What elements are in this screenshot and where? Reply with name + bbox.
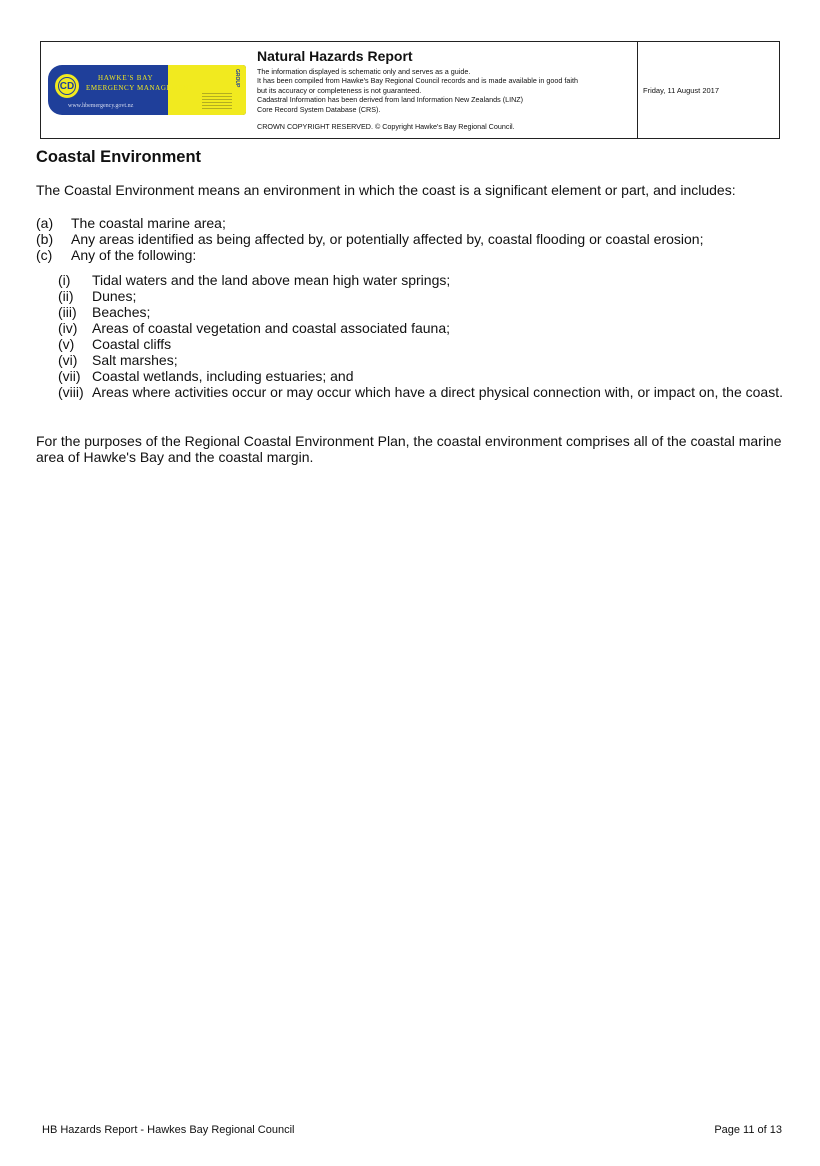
sub-item-label: (iv) [58, 320, 78, 336]
list-item-text: Any areas identified as being affected by, or potentially affected by, coastal flooding or coastal erosion; [71, 231, 704, 247]
sub-item-text: Beaches; [92, 304, 151, 320]
sub-item-text: Areas where activities occur or may occur which have a direct physical connection with, or impact on, the coast. [92, 384, 783, 400]
sub-item-label: (iii) [58, 304, 77, 320]
civil-defence-icon [53, 72, 81, 100]
logo-url: www.hbemergency.govt.nz [68, 103, 134, 109]
disclaimer-line: The information displayed is schematic only and serves as a guide. [257, 67, 471, 76]
disclaimer-line: Cadastral Information has been derived from land Information New Zealands (LINZ) [257, 95, 524, 105]
hawkes-bay-emergency-management-logo [48, 65, 246, 115]
copyright-notice: CROWN COPYRIGHT RESERVED. © Copyright Hawke's Bay Regional Council. [257, 122, 515, 131]
report-date [638, 42, 779, 138]
footer-report-name: HB Hazards Report - Hawkes Bay Regional Council [42, 1124, 295, 1136]
sub-item-label: (v) [58, 336, 75, 352]
list-item-text: Any of the following: [71, 247, 197, 263]
sub-item-label: (vii) [58, 368, 81, 384]
list-item-label: (a) [36, 215, 54, 231]
disclaimer-line: but its accuracy or completeness is not guaranteed. [257, 85, 422, 95]
header-text-cell [253, 42, 638, 138]
disclaimer-line: Core Record System Database (CRS). [257, 104, 381, 114]
section-title: Coastal Environment [36, 148, 202, 166]
sub-item-text: Coastal cliffs [92, 336, 172, 352]
sub-item-label: (vi) [58, 352, 78, 368]
disclaimer-line: It has been compiled from Hawke's Bay Regional Council records and is made available in good faith [257, 76, 578, 86]
report-date-text: Friday, 11 August 2017 [643, 85, 720, 95]
sub-item-text: Tidal waters and the land above mean high water springs; [92, 272, 451, 288]
footer-page-number: Page 11 of 13 [714, 1124, 782, 1136]
logo-group-label: GROUP [234, 69, 240, 88]
sub-item-text: Dunes; [92, 288, 137, 304]
list-item-text: The coastal marine area; [71, 215, 226, 231]
section-intro: The Coastal Environment means an environment in which the coast is a significant element or part, and includes: [36, 182, 736, 198]
closing-line-2: area of Hawke's Bay and the coastal margin. [36, 449, 314, 465]
closing-line-1: For the purposes of the Regional Coastal Environment Plan, the coastal environment comprises all of the coastal marine [36, 433, 782, 449]
logo-line2: EMERGENCY MANAGEMENT [86, 84, 194, 92]
logo-line1: HAWKE'S BAY [98, 74, 154, 82]
sub-item-text: Coastal wetlands, including estuaries; and [92, 368, 354, 384]
report-header [40, 41, 780, 139]
sub-item-label: (i) [58, 272, 71, 288]
list-item-label: (b) [36, 231, 54, 247]
report-title: Natural Hazards Report [257, 48, 413, 64]
civil-defence-emblem-text: CD [59, 80, 75, 92]
sub-item-text: Areas of coastal vegetation and coastal associated fauna; [92, 320, 451, 336]
logo-council-list [202, 91, 232, 111]
sub-item-label: (viii) [58, 384, 84, 400]
sub-item-text: Salt marshes; [92, 352, 178, 368]
logo-cell [41, 42, 253, 138]
list-item-label: (c) [36, 247, 53, 263]
sub-item-label: (ii) [58, 288, 74, 304]
